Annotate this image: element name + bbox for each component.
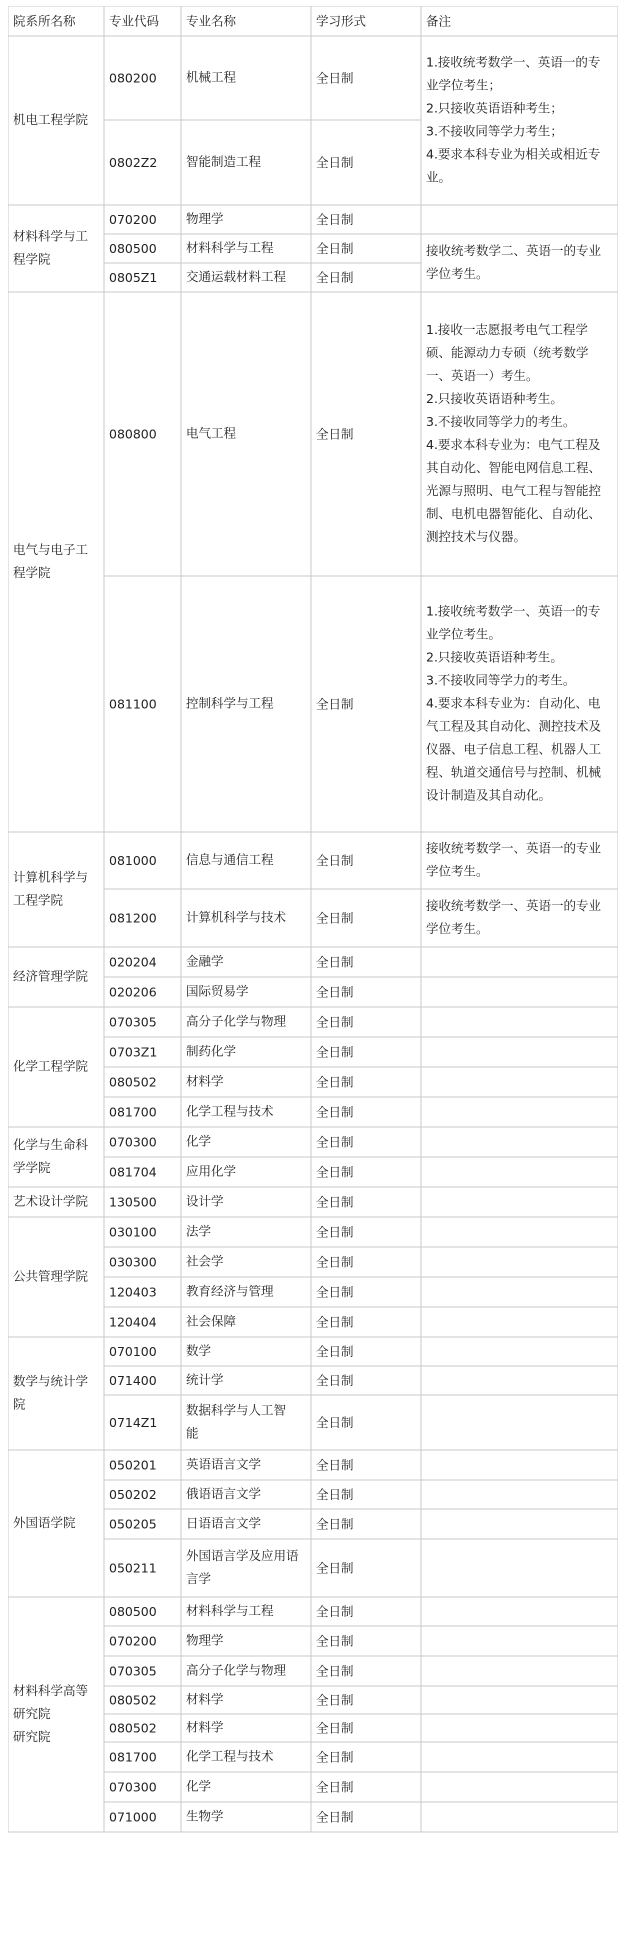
college-name (13, 1059, 89, 1074)
remark-text-line: 业。 (426, 169, 452, 185)
study-mode: 全日制 (316, 155, 354, 170)
college-name-line: 数学与统计学 (13, 1373, 89, 1389)
major-name (186, 1014, 287, 1029)
major-name (186, 1779, 212, 1794)
college-name-line: 经济管理学院 (13, 968, 89, 984)
major-name (186, 1372, 224, 1387)
major-name (186, 1603, 274, 1618)
college-name (13, 1515, 76, 1530)
college-name-line: 研究院 (13, 1706, 51, 1721)
major-name (186, 1809, 224, 1824)
major-name-line: 电气工程 (186, 425, 237, 441)
remark-text-line: 接收统考数学二、英语一的专业 (426, 243, 602, 258)
major-name (186, 696, 274, 711)
major-name-line: 日语语言文学 (186, 1515, 262, 1531)
major-code: 081000 (109, 853, 157, 868)
major-name-line: 高分子化学与物理 (186, 1013, 287, 1029)
major-name-line: 物理学 (186, 1632, 224, 1648)
major-code: 050201 (109, 1457, 157, 1473)
major-code: 030100 (109, 1224, 157, 1240)
major-name-line: 金融学 (186, 953, 224, 969)
remark-text-line: 4.要求本科专业为：自动化、电 (426, 695, 601, 711)
major-name-line: 英语语言文学 (186, 1456, 262, 1472)
major-name (186, 1044, 237, 1059)
study-mode: 全日制 (316, 212, 354, 227)
college-name-line: 机电工程学院 (13, 112, 89, 127)
major-name-line: 数学 (186, 1343, 212, 1358)
major-name (186, 1486, 262, 1501)
remark-text-line: 仪器、电子信息工程、机器人工 (426, 741, 602, 757)
remark-text-line: 2.只接收英语语种考生。 (426, 649, 563, 665)
study-mode: 全日制 (316, 1809, 354, 1825)
study-mode: 全日制 (316, 1224, 354, 1240)
study-mode: 全日制 (316, 1044, 354, 1060)
major-code: 130500 (109, 1194, 157, 1210)
college-name (13, 969, 89, 984)
major-code: 0703Z1 (109, 1044, 158, 1060)
major-name-line: 机械工程 (186, 69, 237, 85)
major-name (186, 1314, 237, 1329)
college-name (13, 112, 89, 127)
major-code: 070305 (109, 1014, 157, 1030)
college-name-line: 工程学院 (13, 892, 64, 908)
college-name-line: 化学工程学院 (13, 1058, 89, 1074)
major-name (186, 1254, 224, 1269)
column-header: 备注 (426, 13, 452, 29)
college-name-line: 公共管理学院 (13, 1268, 89, 1284)
study-mode: 全日制 (316, 1134, 354, 1150)
major-name-line: 交通运载材料工程 (186, 269, 287, 284)
major-name (186, 1343, 212, 1358)
major-code: 081700 (109, 1104, 157, 1120)
major-code: 081700 (109, 1749, 157, 1765)
college-name-line: 化学与生命科 (13, 1137, 89, 1152)
remark-text-line: 3.不接收同等学力的考生。 (426, 414, 576, 429)
remark-text-line: 业学位考生。 (426, 626, 502, 642)
major-name-line: 计算机科学与技术 (186, 909, 287, 925)
remark-text-line: 1.接收统考数学一、英语一的专 (426, 54, 601, 70)
major-name-line: 化学工程与技术 (186, 1103, 274, 1119)
major-name (186, 1074, 224, 1089)
major-name (186, 70, 237, 85)
major-name (186, 954, 224, 969)
remark-text-line: 接收统考数学一、英语一的专业 (426, 840, 602, 856)
college-name (13, 1269, 89, 1284)
table-background (8, 6, 618, 1926)
remark-text-line: 气工程及其自动化、测控技术及 (426, 718, 602, 734)
major-name (186, 1284, 274, 1299)
major-name-line: 材料学 (186, 1073, 224, 1089)
study-mode: 全日制 (316, 1720, 354, 1736)
major-name-line: 材料科学与工程 (186, 240, 274, 255)
college-name (13, 1194, 89, 1209)
major-code: 030300 (109, 1254, 157, 1270)
major-name-line: 材料科学与工程 (186, 1603, 274, 1618)
major-code: 080502 (109, 1720, 157, 1736)
remark-text-line: 学位考生。 (426, 863, 489, 879)
study-mode: 全日制 (316, 1516, 354, 1532)
major-name (186, 426, 237, 441)
major-code: 081200 (109, 910, 157, 926)
major-name-line: 智能制造工程 (186, 154, 262, 169)
major-name (186, 984, 249, 999)
remark-text-line: 业学位考生； (426, 77, 502, 93)
college-name-line: 学学院 (13, 1160, 51, 1175)
remark-text-line: 接收统考数学一、英语一的专业 (426, 898, 602, 913)
study-mode: 全日制 (316, 1487, 354, 1502)
column-header: 院系所名称 (13, 13, 76, 29)
column-header: 专业代码 (109, 13, 160, 29)
major-name (186, 211, 224, 226)
major-name-line: 化学工程与技术 (186, 1748, 274, 1764)
major-name-line: 教育经济与管理 (186, 1283, 274, 1299)
major-code: 070305 (109, 1663, 157, 1679)
college-name-line: 电气与电子工 (13, 542, 89, 557)
study-mode: 全日制 (316, 1457, 354, 1473)
remark-text-line: 一、英语一）考生。 (426, 368, 539, 383)
study-mode: 全日制 (316, 1604, 354, 1619)
college-name-line: 研究院 (13, 1729, 51, 1744)
college-name-line: 艺术设计学院 (13, 1193, 89, 1209)
major-code: 050205 (109, 1516, 157, 1532)
major-code: 070200 (109, 1633, 157, 1649)
major-code: 080502 (109, 1074, 157, 1090)
major-code: 120404 (109, 1314, 157, 1330)
study-mode: 全日制 (316, 241, 354, 256)
major-name-line: 设计学 (186, 1193, 224, 1209)
major-name-line: 控制科学与工程 (186, 695, 274, 711)
remark-text-line: 3.不接收同等学力考生； (426, 123, 563, 139)
remark-text-line: 测控技术与仪器。 (426, 529, 527, 544)
major-name-line: 信息与通信工程 (186, 852, 274, 867)
major-name-line: 外国语言学及应用语 (186, 1548, 299, 1563)
major-code: 0714Z1 (109, 1415, 158, 1430)
study-mode: 全日制 (316, 1104, 354, 1120)
major-name-line: 材料学 (186, 1691, 224, 1707)
major-name-line: 材料学 (186, 1719, 224, 1735)
major-name-line: 国际贸易学 (186, 983, 249, 999)
major-code: 0802Z2 (109, 155, 158, 170)
major-code: 050202 (109, 1487, 157, 1502)
study-mode: 全日制 (316, 70, 354, 86)
major-name-line: 俄语语言文学 (186, 1486, 262, 1501)
major-code: 081100 (109, 696, 157, 712)
major-code: 071000 (109, 1809, 157, 1825)
major-name-line: 能 (186, 1425, 199, 1441)
major-name-line: 物理学 (186, 211, 224, 226)
major-code: 070300 (109, 1779, 157, 1795)
study-mode: 全日制 (316, 1284, 354, 1300)
major-name-line: 社会保障 (186, 1313, 237, 1329)
major-name (186, 269, 287, 284)
college-name-line: 外国语学院 (13, 1515, 76, 1530)
major-name (186, 1633, 224, 1648)
major-code: 0805Z1 (109, 270, 158, 285)
major-name (186, 1194, 224, 1209)
study-mode: 全日制 (316, 984, 354, 1000)
admission-table-page (8, 6, 618, 1926)
study-mode: 全日制 (316, 270, 354, 285)
major-name-line: 制药化学 (186, 1043, 237, 1059)
major-name-line: 化学 (186, 1133, 212, 1149)
study-mode: 全日制 (316, 954, 354, 970)
study-mode: 全日制 (316, 1749, 354, 1765)
remark-text-line: 学位考生。 (426, 266, 489, 281)
study-mode: 全日制 (316, 1314, 354, 1330)
major-code: 080200 (109, 70, 157, 86)
major-code: 050211 (109, 1560, 157, 1576)
major-name (186, 240, 274, 255)
major-code: 080800 (109, 426, 157, 442)
remark-text-line: 4.要求本科专业为相关或相近专 (426, 146, 601, 162)
major-name-line: 数据科学与人工智 (186, 1402, 287, 1418)
major-name (186, 852, 274, 867)
major-name (186, 1692, 224, 1707)
remark-text-line: 硕、能源动力专硕（统考数学 (426, 345, 589, 360)
study-mode: 全日制 (316, 426, 354, 442)
major-name (186, 1749, 274, 1764)
major-code: 080500 (109, 1604, 157, 1619)
remark-text-line: 制、电机电器智能化、自动化、 (426, 506, 602, 521)
college-name-line: 院 (13, 1396, 26, 1412)
remark-text-line: 程、轨道交通信号与控制、机械 (426, 764, 602, 780)
study-mode: 全日制 (316, 1692, 354, 1708)
major-name (186, 1720, 224, 1735)
major-name (186, 1134, 212, 1149)
major-name (186, 1516, 262, 1531)
major-name (186, 910, 287, 925)
major-name-line: 言学 (186, 1571, 212, 1586)
major-name-line: 法学 (186, 1223, 212, 1239)
major-code: 070300 (109, 1134, 157, 1150)
major-code: 081704 (109, 1164, 157, 1180)
study-mode: 全日制 (316, 1779, 354, 1795)
study-mode: 全日制 (316, 1415, 354, 1430)
major-name-line: 高分子化学与物理 (186, 1662, 287, 1678)
remark-text-line: 1.接收统考数学一、英语一的专 (426, 603, 601, 619)
remark-text-line: 学位考生。 (426, 921, 489, 936)
major-name (186, 1224, 212, 1239)
study-mode: 全日制 (316, 696, 354, 712)
study-mode: 全日制 (316, 1633, 354, 1649)
study-mode: 全日制 (316, 1344, 354, 1359)
admission-table (8, 6, 618, 1926)
major-code: 020204 (109, 954, 157, 970)
major-code: 071400 (109, 1373, 157, 1388)
college-name-line: 材料科学与工 (13, 228, 89, 244)
study-mode: 全日制 (316, 1194, 354, 1210)
study-mode: 全日制 (316, 1254, 354, 1270)
remark-text-line: 4.要求本科专业为：电气工程及 (426, 437, 601, 452)
major-code: 120403 (109, 1284, 157, 1300)
major-name-line: 应用化学 (186, 1163, 237, 1179)
major-name-line: 社会学 (186, 1253, 224, 1269)
study-mode: 全日制 (316, 910, 354, 926)
remark-text-line: 2.只接收英语语种考生。 (426, 391, 563, 406)
study-mode: 全日制 (316, 1560, 354, 1576)
study-mode: 全日制 (316, 1014, 354, 1030)
major-code: 070100 (109, 1344, 157, 1359)
column-header: 学习形式 (316, 13, 367, 29)
major-code: 070200 (109, 212, 157, 227)
major-name (186, 154, 262, 169)
study-mode: 全日制 (316, 1164, 354, 1180)
remark-text-line: 3.不接收同等学力的考生。 (426, 672, 576, 688)
major-code: 020206 (109, 984, 157, 1000)
remark-text-line: 1.接收一志愿报考电气工程学 (426, 322, 588, 337)
remark-text-line: 其自动化、智能电网信息工程、 (426, 460, 602, 475)
study-mode: 全日制 (316, 1074, 354, 1090)
college-name-line: 程学院 (13, 565, 51, 580)
major-name (186, 1164, 237, 1179)
column-header: 专业名称 (186, 13, 237, 29)
study-mode: 全日制 (316, 853, 354, 868)
major-name (186, 1663, 287, 1678)
major-code: 080500 (109, 241, 157, 256)
major-name (186, 1104, 274, 1119)
remark-text-line: 2.只接收英语语种考生； (426, 100, 563, 116)
major-name (186, 1457, 262, 1472)
college-name-line: 计算机科学与 (13, 869, 89, 885)
remark-text-line: 设计制造及其自动化。 (426, 787, 552, 803)
remark-text-line: 光源与照明、电气工程与智能控 (426, 483, 602, 498)
college-name-line: 材料科学高等 (13, 1683, 89, 1698)
study-mode: 全日制 (316, 1373, 354, 1388)
major-name-line: 统计学 (186, 1372, 224, 1387)
major-name-line: 化学 (186, 1778, 212, 1794)
study-mode: 全日制 (316, 1663, 354, 1679)
college-name-line: 程学院 (13, 251, 51, 267)
major-code: 080502 (109, 1692, 157, 1708)
major-name-line: 生物学 (186, 1808, 224, 1824)
